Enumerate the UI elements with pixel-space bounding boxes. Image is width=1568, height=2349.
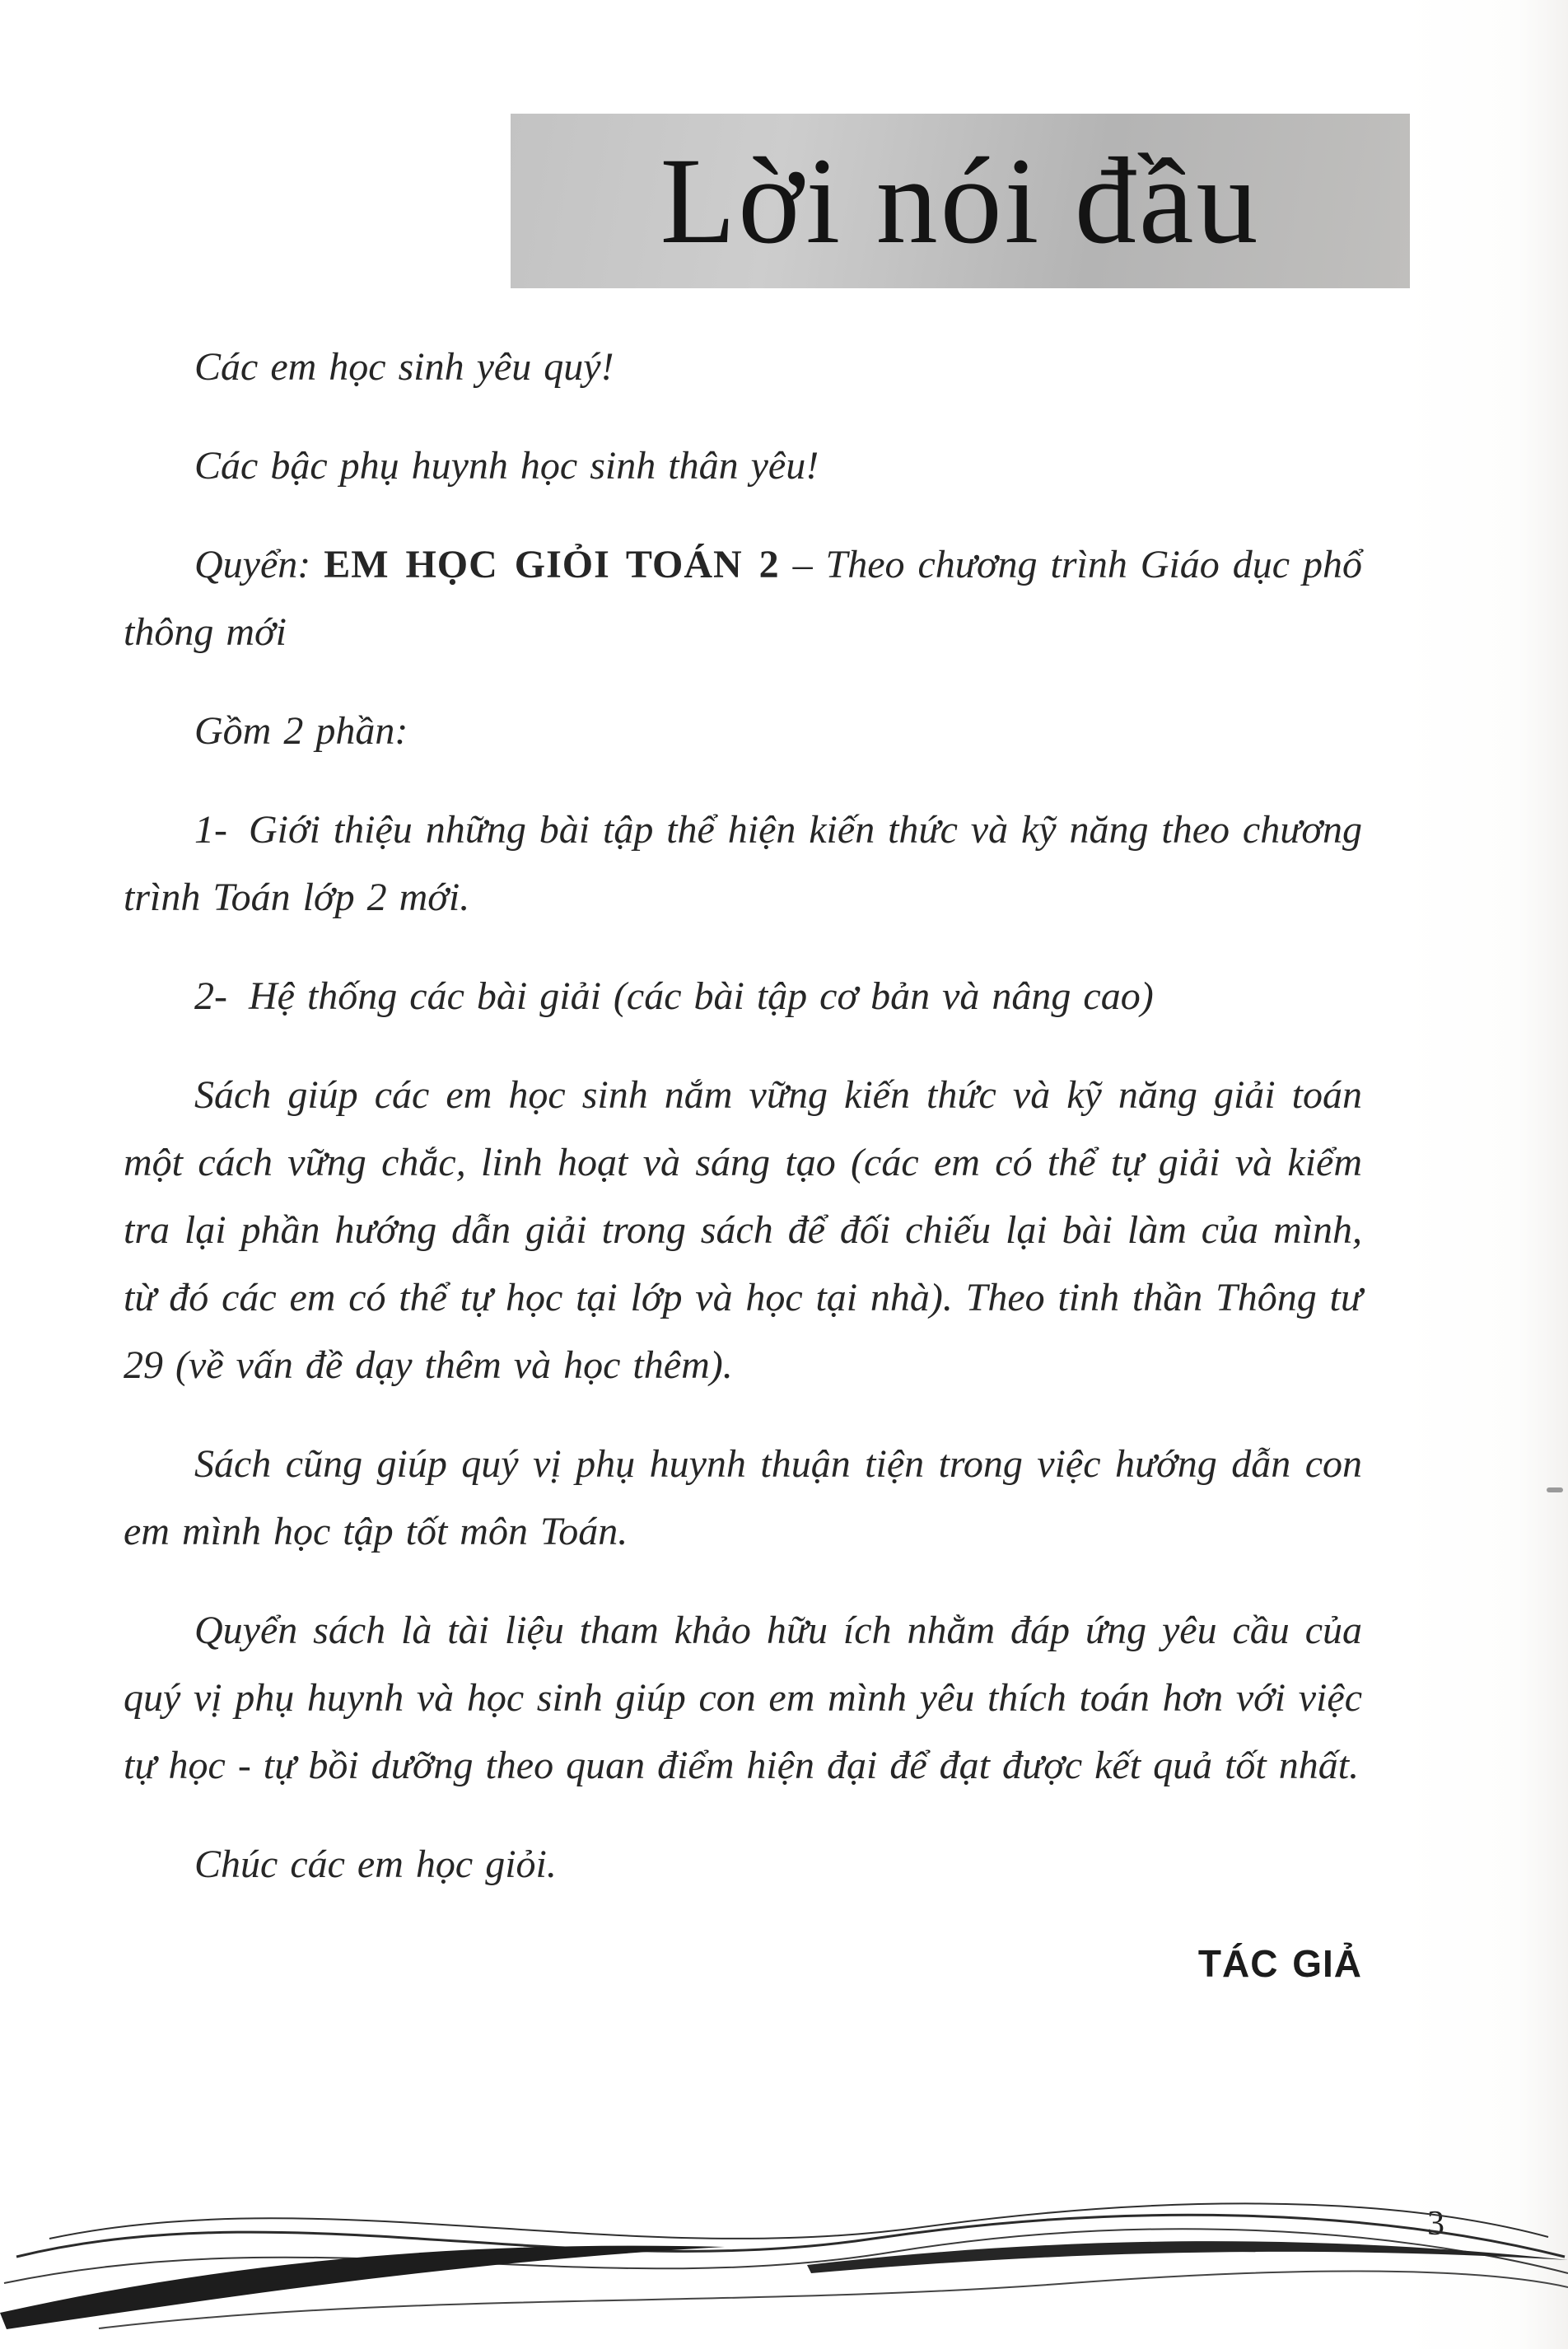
list-item-2-text: Hệ thống các bài giải (các bài tập cơ bản và nâng cao) [248, 974, 1154, 1018]
page-title: Lời nói đầu [660, 133, 1261, 269]
decorative-swoosh [0, 2160, 1568, 2349]
greeting-parents: Các bậc phụ huynh học sinh thân yêu! [194, 444, 819, 488]
parts-label: Gồm 2 phần: [194, 709, 408, 753]
paragraph-reference: Quyển sách là tài liệu tham khảo hữu ích nhằm đáp ứng yêu cầu của quý vị phụ huynh và học sinh giúp con em mình yêu thích toán hơn với việc tự học - tự bồi dưỡng theo quan điểm hiện đại để đạt được kết quả tốt nhất. [124, 1609, 1362, 1787]
intro-rest: Theo chương trình Giáo dục phổ thông mới [124, 543, 1362, 654]
author-signature: TÁC GIẢ [1197, 1942, 1362, 1985]
greeting-students: Các em học sinh yêu quý! [194, 345, 614, 389]
intro-dash: – [779, 543, 826, 586]
list-item-1-number: 1- [194, 808, 227, 852]
title-banner [511, 114, 1410, 288]
list-item-2-number: 2- [194, 974, 227, 1018]
book-intro [124, 531, 1362, 666]
intro-prefix: Quyển: [194, 543, 324, 586]
book-title: EM HỌC GIỎI TOÁN 2 [324, 543, 780, 586]
list-item-1-text: Giới thiệu những bài tập thể hiện kiến thức và kỹ năng theo chương trình Toán lớp 2 mới. [124, 808, 1362, 919]
list-item-1 [124, 796, 1362, 932]
list-item-2 [124, 963, 1362, 1030]
document-body [0, 288, 1568, 1997]
paragraph-help-parents: Sách cũng giúp quý vị phụ huynh thuận tiện trong việc hướng dẫn con em mình học tập tốt môn Toán. [124, 1442, 1362, 1553]
closing-wish: Chúc các em học giỏi. [194, 1842, 557, 1886]
scan-artifact-mark [1547, 1487, 1563, 1492]
paragraph-help-students: Sách giúp các em học sinh nắm vững kiến thức và kỹ năng giải toán một cách vững chắc, linh hoạt và sáng tạo (các em có thể tự giải và kiểm tra lại phần hướng dẫn giải trong sách để đối chiếu lại bài làm của mình, từ đó các em có thể tự học tại lớp và học tại nhà). Theo tinh thần Thông tư 29 (về vấn đề dạy thêm và học thêm). [124, 1073, 1362, 1387]
page-number: 3 [1427, 2205, 1444, 2243]
